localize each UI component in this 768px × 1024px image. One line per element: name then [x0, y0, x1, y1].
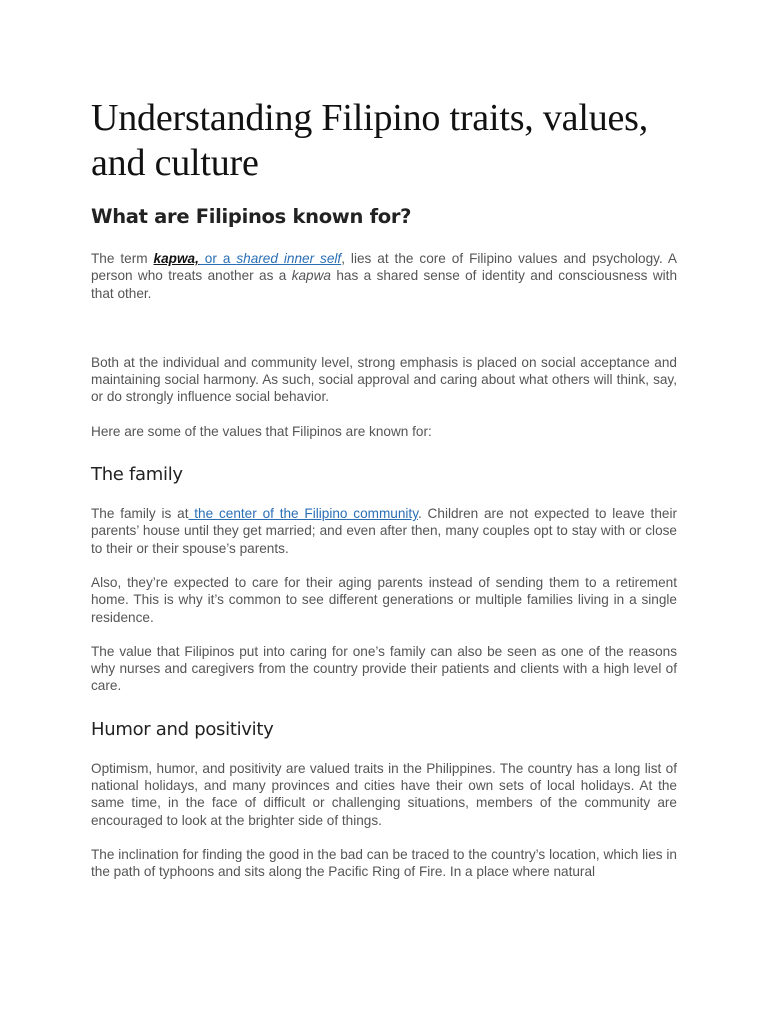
paragraph-kapwa [91, 250, 677, 302]
text-run: . Children are not expected to leave their parents’ house until they get married; and even after then, many couples opt to stay with or close to their or their spouse’s parents. [91, 506, 677, 556]
italic-kapwa: kapwa [291, 268, 331, 284]
paragraph-family-center [91, 505, 677, 557]
term-kapwa: kapwa, [153, 251, 199, 266]
page-title: Understanding Filipino traits, values, and culture [91, 97, 649, 184]
paragraph-caregivers: The value that Filipinos put into caring for one’s family can also be seen as one of the reasons why nurses and caregivers from the country provide their patients and clients with a high level of care. [91, 643, 677, 694]
section-heading-known-for: What are Filipinos known for? [91, 205, 412, 228]
paragraph-optimism: Optimism, humor, and positivity are valued traits in the Philippines. The country has a long list of national holidays, and many provinces and cities have their own sets of local holidays. At the same time, in the face of difficult or challenging situations, members of the community are encouraged to look at the brighter side of things. [91, 760, 677, 828]
paragraph-aging-parents: Also, they’re expected to care for their aging parents instead of sending them to a retirement home. This is why it’s common to see different generations or multiple families living in a single residence. [91, 574, 677, 625]
text-run: has a shared sense of identity and consciousness with that other. [91, 268, 678, 301]
paragraph-values-intro: Here are some of the values that Filipinos are known for: [91, 423, 432, 439]
link-center-of-community[interactable]: the center of the Filipino community [188, 506, 418, 522]
link-shared-inner-self[interactable]: shared inner self [236, 251, 342, 266]
section-heading-family: The family [91, 464, 183, 486]
spacer [91, 319, 677, 354]
text-run: The family is at [91, 506, 189, 522]
text-run: The term [91, 251, 154, 266]
paragraph-typhoons: The inclination for finding the good in the bad can be traced to the country’s location, which lies in the path of typhoons and sits along the Pacific Ring of Fire. In a place where natural [91, 846, 677, 880]
text-run: , lies at the core of Filipino values and psychology. A person who treats another as a [91, 251, 678, 284]
document-content [91, 96, 677, 898]
paragraph-social-acceptance: Both at the individual and community level, strong emphasis is placed on social acceptance and maintaining social harmony. As such, social approval and caring about what others will think, say, or do strongly influence social behavior. [91, 354, 677, 405]
link-prefix[interactable]: or a [198, 251, 237, 266]
section-heading-humor: Humor and positivity [91, 718, 274, 740]
